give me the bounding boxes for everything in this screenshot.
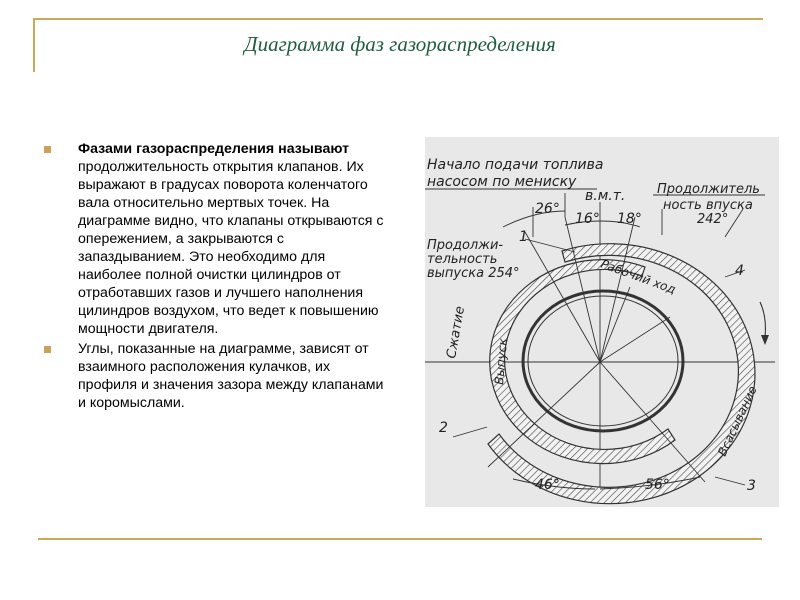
label-working-stroke: Рабочий ход: [598, 256, 678, 297]
label-num-2: 2: [439, 420, 448, 436]
intake-ring: [488, 244, 755, 504]
label-intake-duration-1: Продолжитель: [657, 182, 760, 197]
label-num-1: 1: [519, 229, 528, 245]
footer-line: [38, 538, 762, 540]
bullet-list: [42, 140, 392, 414]
bullet-square-icon: [44, 146, 51, 153]
label-num-4: 4: [735, 263, 744, 279]
rotation-arrow-icon: [760, 302, 769, 345]
label-angle-46: 46°: [535, 477, 560, 493]
label-intake: Всасывание: [715, 383, 760, 459]
label-tdc: в.м.т.: [585, 188, 626, 204]
valve-timing-diagram: [425, 137, 779, 507]
inner-ring: [523, 291, 683, 431]
label-compression: Сжатие: [444, 305, 469, 360]
label-exhaust-duration-2: тельность: [427, 252, 498, 267]
label-exhaust-duration-3: выпуска 254°: [427, 266, 520, 281]
bullet-item: [42, 340, 392, 412]
bullet-text: Углы, показанные на диаграмме, зависят от взаимного расположения кулачков, их профиля и значения зазора между клапанами и коромыслами.: [78, 341, 384, 411]
label-angle-16: 16°: [575, 211, 600, 227]
label-angle-56: 56°: [645, 477, 670, 493]
slide-title: Диаграмма фаз газораспределения: [244, 32, 556, 56]
label-num-3: 3: [747, 478, 756, 494]
label-intake-duration-2: ность впуска: [663, 198, 753, 213]
label-fuel-start-1: Начало подачи топлива: [427, 157, 604, 173]
label-angle-18: 18°: [617, 211, 642, 227]
bullet-text: продолжительность открытия клапанов. Их выражают в градусах поворота коленчатого вала относительно мертвых точек. На диаграмме видно, что клапаны открываются с опережением, а закрываются с запаздыванием. Это необходимо для наиболее полной очистки цилиндров от отработавших газов и лучшего наполнения цилиндров воздухом, что ведет к повышению мощности двигателя.: [78, 159, 384, 337]
label-exhaust: Выпуск: [492, 337, 511, 386]
label-angle-26: 26°: [535, 201, 560, 217]
bullet-lead: Фазами газораспределения называют: [78, 141, 350, 157]
label-exhaust-duration-1: Продолжи-: [427, 238, 504, 253]
inner-ring-inner: [528, 296, 678, 426]
frame-line-top: [33, 18, 763, 20]
bullet-item: [42, 140, 392, 338]
bullet-square-icon: [44, 346, 51, 353]
label-fuel-start-2: насосом по мениску: [427, 174, 577, 190]
label-intake-duration-value: 242°: [697, 212, 729, 227]
